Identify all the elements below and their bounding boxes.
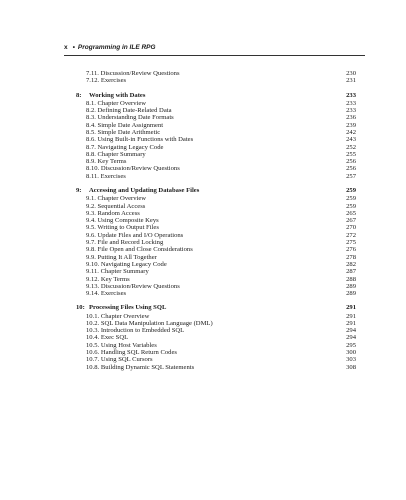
chapter-number: 8: [76, 91, 82, 99]
page-number: 282 [346, 260, 356, 268]
toc-section-entry [76, 254, 356, 261]
page-number: 256 [346, 165, 356, 173]
toc-section-entry [76, 151, 356, 158]
section-title: 8.6. Using Built-in Functions with Dates [86, 136, 194, 144]
toc-section-entry [76, 239, 356, 246]
page-number: 236 [346, 114, 356, 122]
toc-chapter-entry [76, 304, 356, 312]
section-title: 8.9. Key Terms [86, 158, 127, 166]
toc-section-entry [76, 261, 356, 268]
section-title: 9.13. Discussion/Review Questions [86, 282, 180, 290]
section-title: 10.3. Introduction to Embedded SQL [86, 327, 185, 335]
section-title: 8.11. Exercises [86, 172, 126, 180]
chapter-title: Processing Files Using SQL [89, 304, 167, 312]
page-number: 267 [346, 217, 356, 225]
page-number: 239 [346, 121, 356, 129]
page-number: 289 [346, 290, 356, 298]
page-number: 230 [346, 70, 356, 77]
section-title: 8.7. Navigating Legacy Code [86, 143, 164, 151]
page-number: 259 [346, 195, 356, 203]
page-number: 259 [346, 187, 356, 195]
chapter-title: Working with Dates [89, 91, 146, 99]
page-number: 265 [346, 209, 356, 217]
page-number: 288 [346, 275, 356, 283]
page-number: 295 [346, 341, 356, 349]
header-separator: • [72, 44, 75, 51]
section-title: 9.14. Exercises [86, 290, 127, 298]
toc-section-entry [76, 114, 356, 121]
page-number: 287 [346, 268, 356, 276]
toc-chapter-entry [76, 92, 356, 100]
toc-section-entry [76, 129, 356, 136]
toc-section-entry [76, 268, 356, 275]
section-title: 10.5. Using Host Variables [86, 341, 157, 349]
toc-section-entry [76, 232, 356, 239]
toc-section-entry [76, 210, 356, 217]
header-book-title: Programming in ILE RPG [77, 44, 156, 51]
chapter-title: Accessing and Updating Database Files [89, 187, 200, 195]
page-number: 291 [346, 304, 356, 312]
running-header [64, 44, 156, 51]
section-title: 8.1. Chapter Overview [86, 99, 147, 107]
toc-spacer [76, 85, 356, 92]
section-title: 8.3. Understanding Date Formats [86, 114, 174, 122]
page-number: 276 [346, 246, 356, 254]
toc-section-entry [76, 107, 356, 114]
chapter-number: 9: [76, 187, 82, 195]
page-number: 275 [346, 239, 356, 247]
section-title: 9.12. Key Terms [86, 275, 130, 283]
toc-spacer [76, 180, 356, 187]
page-number: 289 [346, 282, 356, 290]
page-number: 308 [346, 363, 356, 371]
toc-section-entry [76, 203, 356, 210]
section-title: 8.2. Defining Date-Related Data [86, 107, 172, 115]
section-title: 9.5. Writing to Output Files [86, 224, 159, 232]
toc-spacer [76, 297, 356, 304]
page-number: 243 [346, 136, 356, 144]
page-number: 233 [346, 99, 356, 107]
toc-section-entry [76, 77, 356, 84]
page-number: 300 [346, 349, 356, 357]
toc-section-entry [76, 122, 356, 129]
section-title: 8.8. Chapter Summary [86, 150, 146, 158]
toc-section-entry [76, 334, 356, 341]
toc-section-entry [76, 246, 356, 253]
toc-section-entry [76, 224, 356, 231]
toc-section-entry [76, 276, 356, 283]
toc-section-entry [76, 70, 356, 77]
section-title: 10.1. Chapter Overview [86, 312, 150, 320]
toc-section-entry [76, 195, 356, 202]
page-number: 231 [346, 77, 356, 85]
section-title: 9.9. Putting It All Together [86, 253, 157, 261]
page-number: 233 [346, 91, 356, 99]
toc-section-entry [76, 165, 356, 172]
section-title: 10.2. SQL Data Manipulation Language (DML) [86, 319, 213, 327]
toc-section-entry [76, 173, 356, 180]
page-number: 259 [346, 202, 356, 210]
header-rule [64, 55, 365, 56]
toc-section-entry [76, 217, 356, 224]
page-number: 242 [346, 128, 356, 136]
page-number: 256 [346, 158, 356, 166]
toc-section-entry [76, 158, 356, 165]
toc-section-entry [76, 342, 356, 349]
page-number: 255 [346, 150, 356, 158]
header-page-number: x [64, 44, 68, 51]
section-title: 8.5. Simple Date Arithmetic [86, 128, 161, 136]
toc-section-entry [76, 100, 356, 107]
toc-section-entry [76, 349, 356, 356]
page-number: 303 [346, 356, 356, 364]
section-title: 10.6. Handling SQL Return Codes [86, 349, 177, 357]
toc-section-entry [76, 320, 356, 327]
page-number: 278 [346, 253, 356, 261]
section-title: 7.11. Discussion/Review Questions [86, 70, 180, 77]
page-number: 257 [346, 172, 356, 180]
toc-section-entry [76, 144, 356, 151]
section-title: 10.8. Building Dynamic SQL Statements [86, 363, 195, 371]
toc-section-entry [76, 136, 356, 143]
toc-section-entry [76, 327, 356, 334]
section-title: 9.4. Using Composite Keys [86, 217, 159, 225]
section-title: 7.12. Exercises [86, 77, 127, 85]
section-title: 9.7. File and Record Locking [86, 239, 164, 247]
toc-chapter-entry [76, 187, 356, 195]
section-title: 9.10. Navigating Legacy Code [86, 260, 167, 268]
page-number: 252 [346, 143, 356, 151]
page-number: 272 [346, 231, 356, 239]
section-title: 8.4. Simple Date Assignment [86, 121, 164, 129]
section-title: 10.7. Using SQL Cursors [86, 356, 153, 364]
page-number: 291 [346, 319, 356, 327]
page-number: 294 [346, 327, 356, 335]
page-number: 294 [346, 334, 356, 342]
section-title: 9.6. Update Files and I/O Operations [86, 231, 184, 239]
chapter-number: 10: [76, 304, 85, 312]
toc-section-entry [76, 364, 356, 371]
page-number: 233 [346, 107, 356, 115]
table-of-contents [76, 70, 356, 371]
toc-section-entry [76, 313, 356, 320]
toc-section-entry [76, 283, 356, 290]
section-title: 9.11. Chapter Summary [86, 268, 149, 276]
page-number: 291 [346, 312, 356, 320]
page-number: 270 [346, 224, 356, 232]
section-title: 9.3. Random Access [86, 209, 140, 217]
section-title: 9.1. Chapter Overview [86, 195, 147, 203]
section-title: 8.10. Discussion/Review Questions [86, 165, 180, 173]
toc-section-entry [76, 290, 356, 297]
section-title: 9.2. Sequential Access [86, 202, 146, 210]
section-title: 9.8. File Open and Close Considerations [86, 246, 193, 254]
toc-section-entry [76, 356, 356, 363]
section-title: 10.4. Exec SQL [86, 334, 129, 342]
